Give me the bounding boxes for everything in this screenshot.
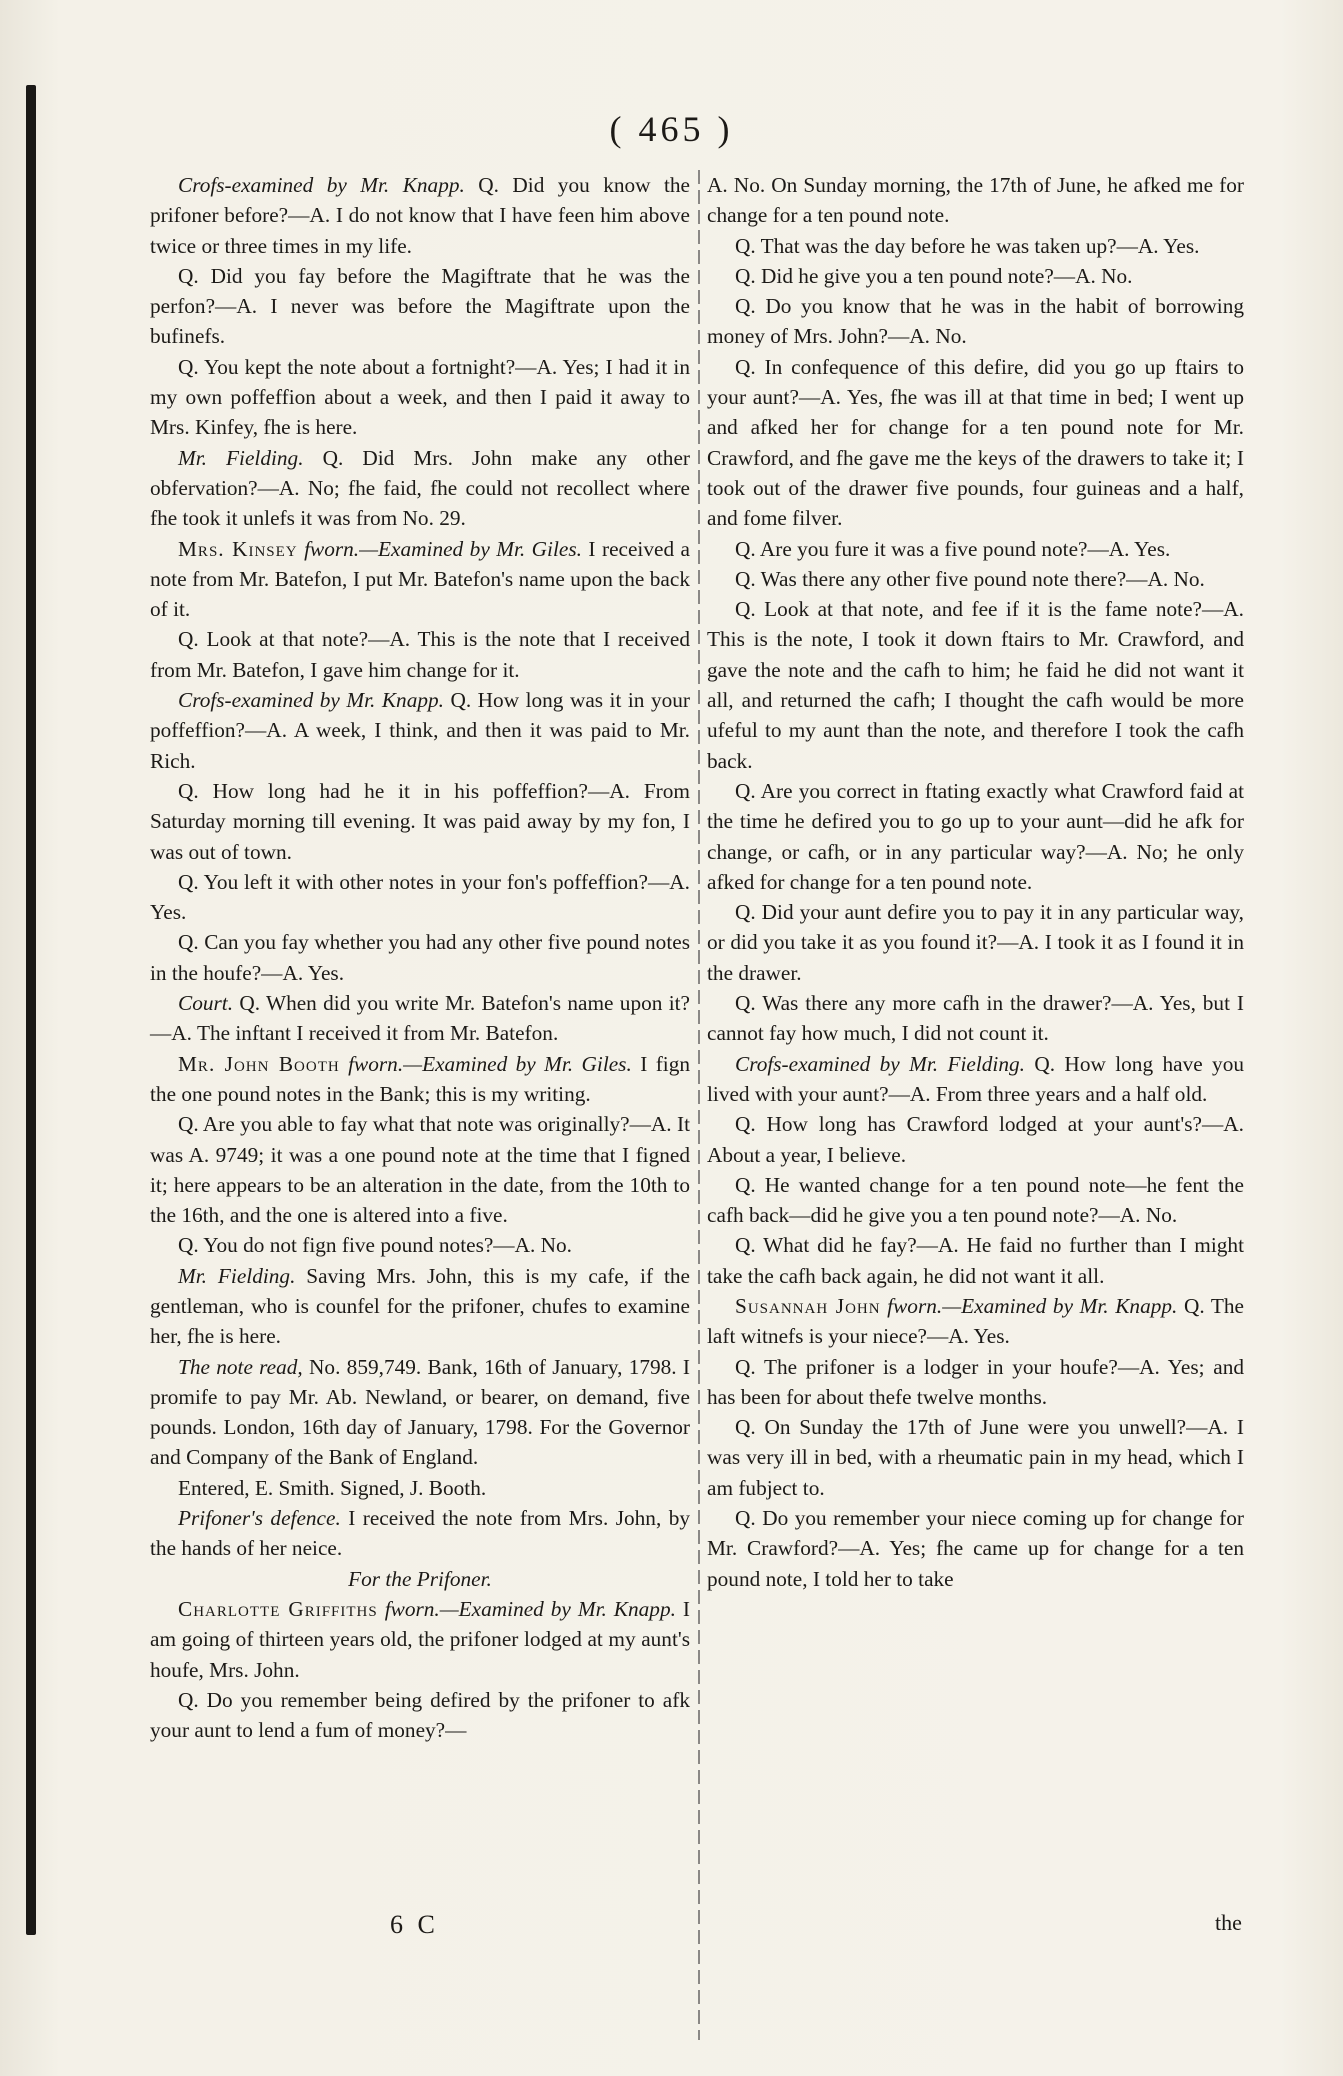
paragraph: [150, 261, 690, 352]
paragraph: [707, 594, 1244, 776]
paragraph-text: Q. You kept the note about a fortnight?—A. Yes; I had it in my own poffeffion about a week, and then I paid it away to Mrs. Kinfey, fhe is here.: [150, 354, 690, 440]
paragraph: [150, 1230, 690, 1260]
paragraph: [150, 1261, 690, 1352]
paragraph-text: Q. Are you able to fay what that note was originally?—A. It was A. 9749; it was a one pound note at the time that I figned it; here appears to be an alteration in the date, from the 10th to the 16th, and the one is altered into a five.: [150, 1112, 690, 1228]
italic-heading: Court.: [178, 991, 234, 1016]
paragraph: [150, 927, 690, 988]
paragraph-text: Q. Are you correct in ftating exactly what Crawford faid at the time he defired you to go up to your aunt—did he afk for change, or cafh, or in any particular way?—A. No; he only afked for change for a ten pound note.: [707, 778, 1244, 894]
paragraph-text: Q. Did he give you a ten pound note?—A. No.: [735, 263, 1133, 288]
witness-name: Charlotte Griffiths: [178, 1596, 378, 1621]
paragraph: [150, 1109, 690, 1230]
paragraph-text: Q. He wanted change for a ten pound note—he fent the cafh back—did he give you a ten pound note?—A. No.: [707, 1172, 1244, 1228]
paragraph: [150, 534, 690, 625]
paragraph-text: Q. Did your aunt defire you to pay it in any particular way, or did you take it as you found it?—A. I took it as I found it in the drawer.: [707, 900, 1244, 985]
paragraph: [707, 261, 1244, 291]
italic-heading: Mr. Fielding.: [178, 1263, 296, 1288]
paragraph-text: Q. Do you remember being defired by the prifoner to afk your aunt to lend a fum of money?—: [150, 1687, 690, 1743]
paragraph-text: Q. How long have you lived with your aunt?—A. From three years and a half old.: [707, 1051, 1244, 1106]
paragraph: [707, 1503, 1244, 1594]
paragraph: [707, 1291, 1244, 1352]
witness-name: Mrs. Kinsey: [178, 536, 298, 561]
column-rule: [698, 170, 700, 2040]
paragraph-text: Q. Are you fure it was a five pound note?—A. Yes.: [735, 536, 1171, 561]
italic-heading: fworn.—Examined by Mr. Knapp.: [377, 1596, 676, 1621]
witness-name: Susannah John: [735, 1293, 881, 1318]
paragraph: [150, 170, 690, 261]
italic-heading: Prifoner's defence.: [178, 1506, 341, 1531]
paragraph-text: Q. Can you fay whether you had any other five pound notes in the houfe?—A. Yes.: [150, 930, 690, 985]
italic-heading: Crofs-examined by Mr. Fielding.: [735, 1051, 1025, 1076]
paragraph: [150, 1594, 690, 1685]
paragraph: [150, 867, 690, 928]
italic-heading: For the Prifoner.: [348, 1566, 492, 1591]
paragraph-text: Q. You left it with other notes in your fon's poffeffion?—A. Yes.: [150, 869, 690, 925]
paragraph: [150, 988, 690, 1049]
paragraph-text: Q. Do you remember your niece coming up for change for Mr. Crawford?—A. Yes; fhe came up for change for a ten pound note, I told her to take: [707, 1506, 1244, 1591]
paragraph: [707, 1049, 1244, 1110]
paragraph-text: I received a note from Mr. Batefon, I put Mr. Batefon's name upon the back of it.: [150, 536, 691, 622]
binding-edge: [26, 85, 36, 1935]
paragraph: [707, 988, 1244, 1049]
italic-heading: Crofs-examined by Mr. Knapp.: [178, 688, 444, 713]
paragraph-text: No. 859,749. Bank, 16th of January, 1798. I promife to pay Mr. Ab. Newland, or bearer, on demand, five pounds. London, 16th day of January, 1798. For the Governor and Company of the Bank of England.: [150, 1354, 690, 1470]
paragraph-text: I am going of thirteen years old, the prifoner lodged at my aunt's houfe, Mrs. John.: [150, 1596, 690, 1682]
paragraph-text: Q. Look at that note?—A. This is the note that I received from Mr. Batefon, I gave him change for it.: [150, 627, 690, 682]
italic-heading: Mr. Fielding.: [178, 445, 304, 470]
paragraph: [150, 443, 690, 534]
paragraph: [707, 1412, 1244, 1503]
paragraph-text: Q. How long was it in your poffeffion?—A. A week, I think, and then it was paid to Mr. Rich.: [150, 688, 690, 773]
paragraph: [707, 231, 1244, 261]
paragraph-text: Q. How long had he it in his poffeffion?—A. From Saturday morning till evening. It was paid away by my fon, I was out of town.: [150, 778, 690, 864]
italic-heading: fworn.—Examined by Mr. Knapp.: [880, 1293, 1178, 1318]
right-column: [707, 170, 1244, 1594]
paragraph-text: Q. The laft witnefs is your niece?—A. Yes.: [707, 1293, 1245, 1349]
paragraph-text: Q. Did you know the prifoner before?—A. I do not know that I have feen him above twice or three times in my life.: [150, 173, 690, 258]
paragraph-text: I fign the one pound notes in the Bank; this is my writing.: [150, 1051, 691, 1106]
paragraph: [707, 534, 1244, 564]
signature-mark: 6 C: [390, 1910, 439, 1939]
paragraph-text: Q. Was there any other five pound note there?—A. No.: [735, 566, 1205, 591]
left-column: [150, 170, 690, 1745]
paragraph: [707, 1230, 1244, 1291]
paragraph: [707, 776, 1244, 897]
paragraph: [150, 776, 690, 867]
paragraph: [150, 1352, 690, 1473]
italic-heading: fworn.—Examined by Mr. Giles.: [339, 1051, 632, 1076]
italic-heading: Crofs-examined by Mr. Knapp.: [178, 173, 465, 197]
paragraph: [707, 1352, 1244, 1413]
paragraph: [150, 352, 690, 443]
paragraph: [707, 1170, 1244, 1231]
paragraph: [707, 564, 1244, 594]
paragraph-text: Q. In confequence of this defire, did you go up ftairs to your aunt?—A. Yes, fhe was ill at that time in bed; I went up and afked her for change for a ten pound note for Mr. Crawford, and fhe gave me the keys of the drawers to take it; I took out of the drawer five pounds, four guineas and a half, and fome filver.: [707, 354, 1244, 531]
paragraph-text: Q. Did Mrs. John make any other obfervation?—A. No; fhe faid, fhe could not recollect where fhe took it unlefs it was from No. 29.: [150, 445, 690, 531]
paragraph-text: Q. Was there any more cafh in the drawer?—A. Yes, but I cannot fay how much, I did not count it.: [707, 991, 1244, 1046]
paragraph: [150, 1564, 690, 1594]
paragraph-text: Q. Did you fay before the Magiftrate that he was the perfon?—A. I never was before the Magiftrate upon the bufinefs.: [150, 263, 690, 349]
paragraph-text: Q. When did you write Mr. Batefon's name upon it?—A. The inftant I received it from Mr. Batefon.: [150, 991, 690, 1046]
paragraph-text: A. No. On Sunday morning, the 17th of June, he afked me for change for a ten pound note.: [707, 173, 1244, 228]
paragraph: [150, 685, 690, 776]
paragraph-text: Q. Look at that note, and fee if it is the fame note?—A. This is the note, I took it down ftairs to Mr. Crawford, and gave the note and the cafh to him; he faid he did not want it all, and returned the cafh; I thought the cafh would be more ufeful to my aunt than the note, and therefore I took the cafh back.: [707, 597, 1244, 773]
paragraph: [707, 1109, 1244, 1170]
paragraph-text: Q. The prifoner is a lodger in your houfe?—A. Yes; and has been for about thefe twelve months.: [707, 1354, 1244, 1409]
witness-name: Mr. John Booth: [178, 1051, 340, 1076]
paragraph: [150, 624, 690, 685]
page-number: ( 465 ): [609, 109, 734, 149]
paragraph-text: Q. That was the day before he was taken up?—A. Yes.: [735, 233, 1200, 258]
paragraph: [150, 1473, 690, 1503]
paragraph: [707, 170, 1244, 231]
paragraph-text: I received the note from Mrs. John, by the hands of her neice.: [150, 1506, 690, 1561]
paragraph: [150, 1503, 690, 1564]
paragraph: [707, 291, 1244, 352]
italic-heading: The note read,: [178, 1354, 303, 1379]
paragraph: [150, 1685, 690, 1746]
paragraph-text: Q. What did he fay?—A. He faid no further than I might take the cafh back again, he did not want it all.: [707, 1233, 1244, 1288]
paragraph: [707, 352, 1244, 534]
paragraph-text: Entered, E. Smith. Signed, J. Booth.: [178, 1475, 487, 1500]
paragraph: [707, 897, 1244, 988]
italic-heading: fworn.—Examined by Mr. Giles.: [297, 536, 582, 561]
paragraph-text: Q. Do you know that he was in the habit of borrowing money of Mrs. John?—A. No.: [707, 294, 1244, 349]
paragraph-text: Q. You do not fign five pound notes?—A. No.: [178, 1233, 572, 1258]
paragraph-text: Saving Mrs. John, this is my cafe, if the gentleman, who is counfel for the prifoner, chufes to examine her, fhe is here.: [150, 1263, 690, 1349]
catchword: the: [1215, 1910, 1242, 1935]
paragraph-text: Q. On Sunday the 17th of June were you unwell?—A. I was very ill in bed, with a rheumatic pain in my head, which I am fubject to.: [707, 1415, 1244, 1500]
paragraph: [150, 1049, 690, 1110]
paragraph-text: Q. How long has Crawford lodged at your aunt's?—A. About a year, I believe.: [707, 1112, 1244, 1167]
